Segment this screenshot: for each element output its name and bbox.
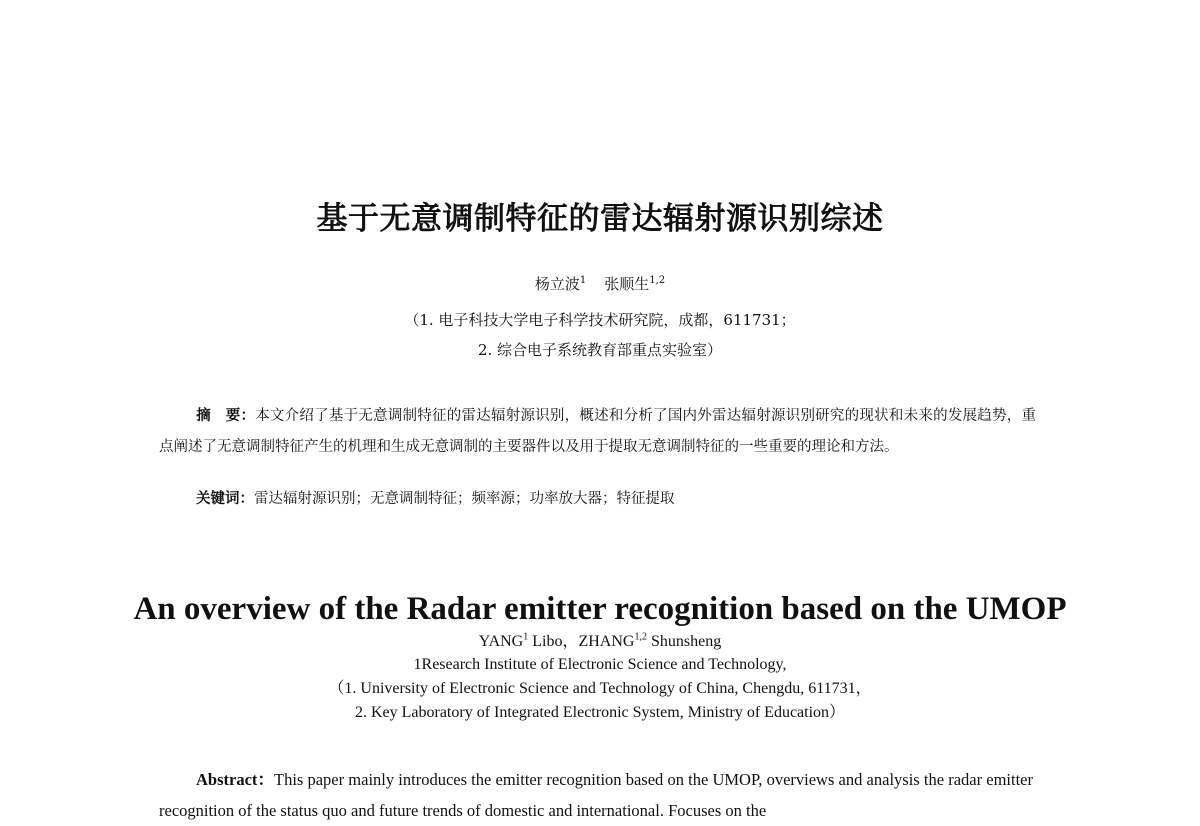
chinese-keywords-text: 雷达辐射源识别；无意调制特征；频率源；功率放大器；特征提取 xyxy=(254,491,675,507)
english-affiliation-1: （1. University of Electronic Science and Technology of China, Chengdu, 611731， xyxy=(328,680,872,697)
english-title: An overview of the Radar emitter recognition based on the UMOP xyxy=(133,591,1067,628)
author-zhang-en-affiliation-mark: 1,2 xyxy=(634,631,647,643)
author-zhang-affiliation-mark: 1,2 xyxy=(649,275,666,286)
author-yang-given-name: Libo， xyxy=(528,633,579,650)
author-yang-libo: 杨立波 xyxy=(534,275,580,293)
chinese-keywords xyxy=(196,485,675,513)
chinese-keywords-label: 关键词： xyxy=(196,491,254,507)
english-abstract-label: Abstract： xyxy=(196,769,274,789)
english-affiliation-2: 2. Key Laboratory of Integrated Electronic System, Ministry of Education） xyxy=(354,704,846,721)
chinese-affiliation-1: （1. 电子科技大学电子科学技术研究院，成都，611731； xyxy=(404,311,796,329)
chinese-affiliation-2: 2. 综合电子系统教育部重点实验室） xyxy=(477,341,723,359)
english-abstract-text: This paper mainly introduces the emitter recognition based on the UMOP, overviews and analysis the radar emitter recognition of the status quo and future trends of domestic and international. Focuses on the xyxy=(159,769,1033,820)
chinese-title: 基于无意调制特征的雷达辐射源识别综述 xyxy=(316,200,884,237)
chinese-abstract-label: 摘 要： xyxy=(196,407,256,424)
author-yang-en-affiliation-mark: 1 xyxy=(523,631,529,643)
author-yang-surname: YANG xyxy=(478,633,524,650)
author-yang-affiliation-mark: 1 xyxy=(579,275,587,286)
english-affiliation-institute: 1Research Institute of Electronic Science and Technology, xyxy=(413,656,787,673)
author-zhang-shunsheng: 张顺生 xyxy=(604,275,650,293)
chinese-authors xyxy=(0,272,1200,296)
author-zhang-given-name: Shunsheng xyxy=(646,633,722,650)
chinese-abstract-text: 本文介绍了基于无意调制特征的雷达辐射源识别，概述和分析了国内外雷达辐射源识别研究的现状和未来的发展趋势，重点阐述了无意调制特征产生的机理和生成无意调制的主要器件以及用于提取无意调制特征的一些重要的理论和方法。 xyxy=(159,407,1036,455)
chinese-abstract xyxy=(159,401,1036,463)
author-zhang-surname: ZHANG xyxy=(578,633,635,650)
english-abstract xyxy=(159,764,1033,826)
english-authors xyxy=(0,631,1200,653)
